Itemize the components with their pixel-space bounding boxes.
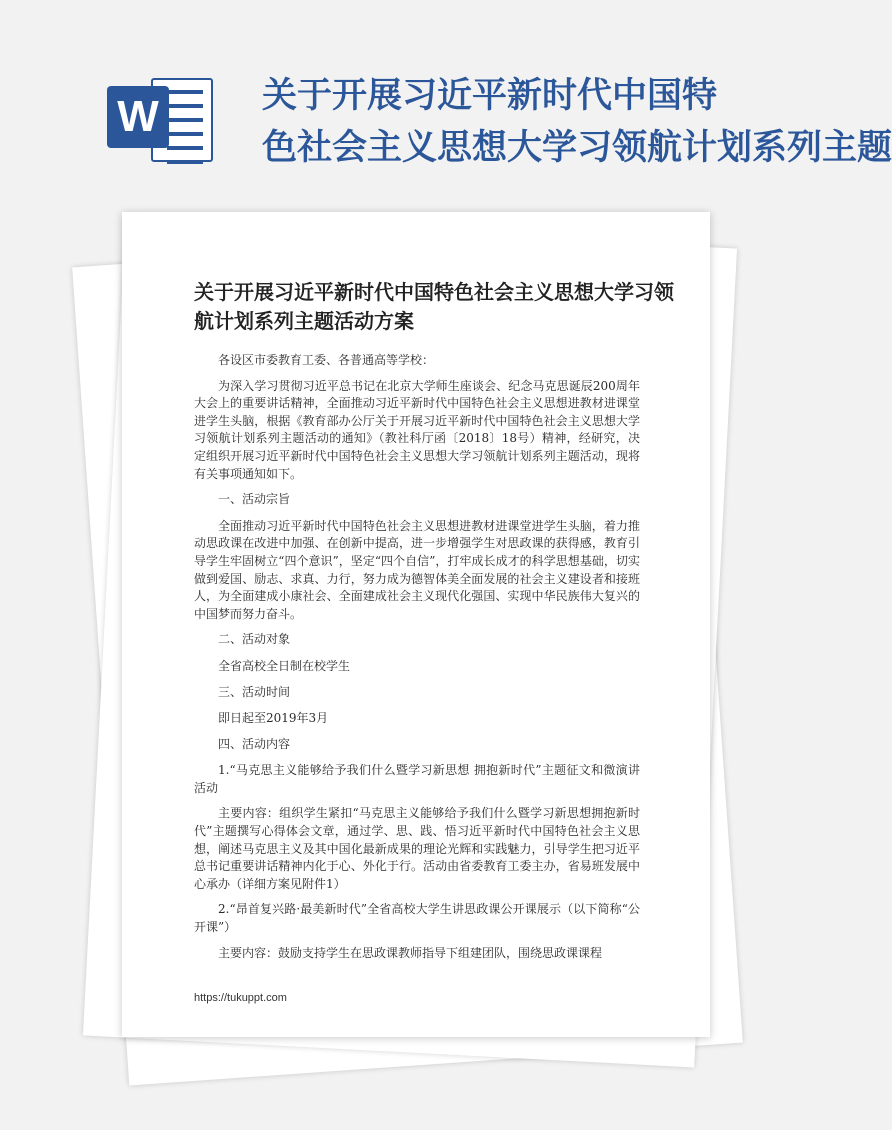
document-page xyxy=(122,212,710,1037)
document-body xyxy=(194,352,640,970)
purpose-paragraph: 全面推动习近平新时代中国特色社会主义思想进教材进课堂进学生头脑，着力推动思政课在改进中加强、在创新中提高，进一步增强学生对思政课的获得感，教育引导学生牢固树立“四个意识”，坚定“四个自信”，打牢成长成才的科学思想基础，切实做到爱国、励志、求真、力行，努力成为德智体美全面发展的社会主义建设者和接班人，为全面建成小康社会、全面建成社会主义现代化强国、实现中华民族伟大复兴的中国梦而努力奋斗。 xyxy=(194,518,640,621)
section-heading-audience: 二、活动对象 xyxy=(218,632,291,647)
section-heading-time: 三、活动时间 xyxy=(218,684,291,699)
banner-title-line2: 色社会主义思想大学习领航计划系列主题 xyxy=(262,128,892,168)
section-heading-content: 四、活动内容 xyxy=(218,736,291,751)
activity-1-title: 1.“马克思主义能够给予我们什么暨学习新思想 拥抱新时代”主题征文和微演讲活动 xyxy=(194,763,640,795)
activity-1-content: 主要内容：组织学生紧扣“马克思主义能够给予我们什么暨学习新思想拥抱新时代”主题撰写心得体会文章，通过学、思、践、悟习近平新时代中国特色社会主义思想，阐述马克思主义及其中国化最新成果的理论光辉和实践魅力，引导学生把习近平总书记重要讲话精神内化于心、外化于行。活动由省委教育工委主办，省易班发展中心承办（详细方案见附件1） xyxy=(194,806,640,891)
activity-2-title: 2.“昂首复兴路·最美新时代”全省高校大学生讲思政课公开课展示（以下简称“公开课”） xyxy=(194,902,640,935)
time-paragraph: 即日起至2019年3月 xyxy=(218,711,329,726)
activity-2-content: 主要内容：鼓励支持学生在思政课教师指导下组建团队，围绕思政课课程 xyxy=(218,945,603,960)
document-title: 关于开展习近平新时代中国特色社会主义思想大学习领航计划系列主题活动方案 xyxy=(194,280,674,333)
footer-url: https://tukuppt.com xyxy=(194,992,287,1004)
banner-title-line1: 关于开展习近平新时代中国特 xyxy=(262,76,718,116)
intro-paragraph: 为深入学习贯彻习近平总书记在北京大学师生座谈会、纪念马克思诞辰200周年大会上的重要讲话精神，全面推动习近平新时代中国特色社会主义思想进教材进课堂进学生头脑，根据《教育部办公厅关于开展习近平新时代中国特色社会主义思想大学习领航计划系列主题活动的通知》（教社科厅函〔2018〕18号）精神，经研究，决定组织开展习近平新时代中国特色社会主义思想大学习领航计划系列主题活动，现将有关事项通知如下。 xyxy=(194,378,640,481)
word-logo: W xyxy=(107,86,169,148)
section-heading-purpose: 一、活动宗旨 xyxy=(218,492,291,507)
banner-title xyxy=(262,70,892,174)
word-document-icon xyxy=(107,72,217,162)
salutation: 各设区市委教育工委、各普通高等学校： xyxy=(218,353,435,367)
audience-paragraph: 全省高校全日制在校学生 xyxy=(218,658,351,673)
